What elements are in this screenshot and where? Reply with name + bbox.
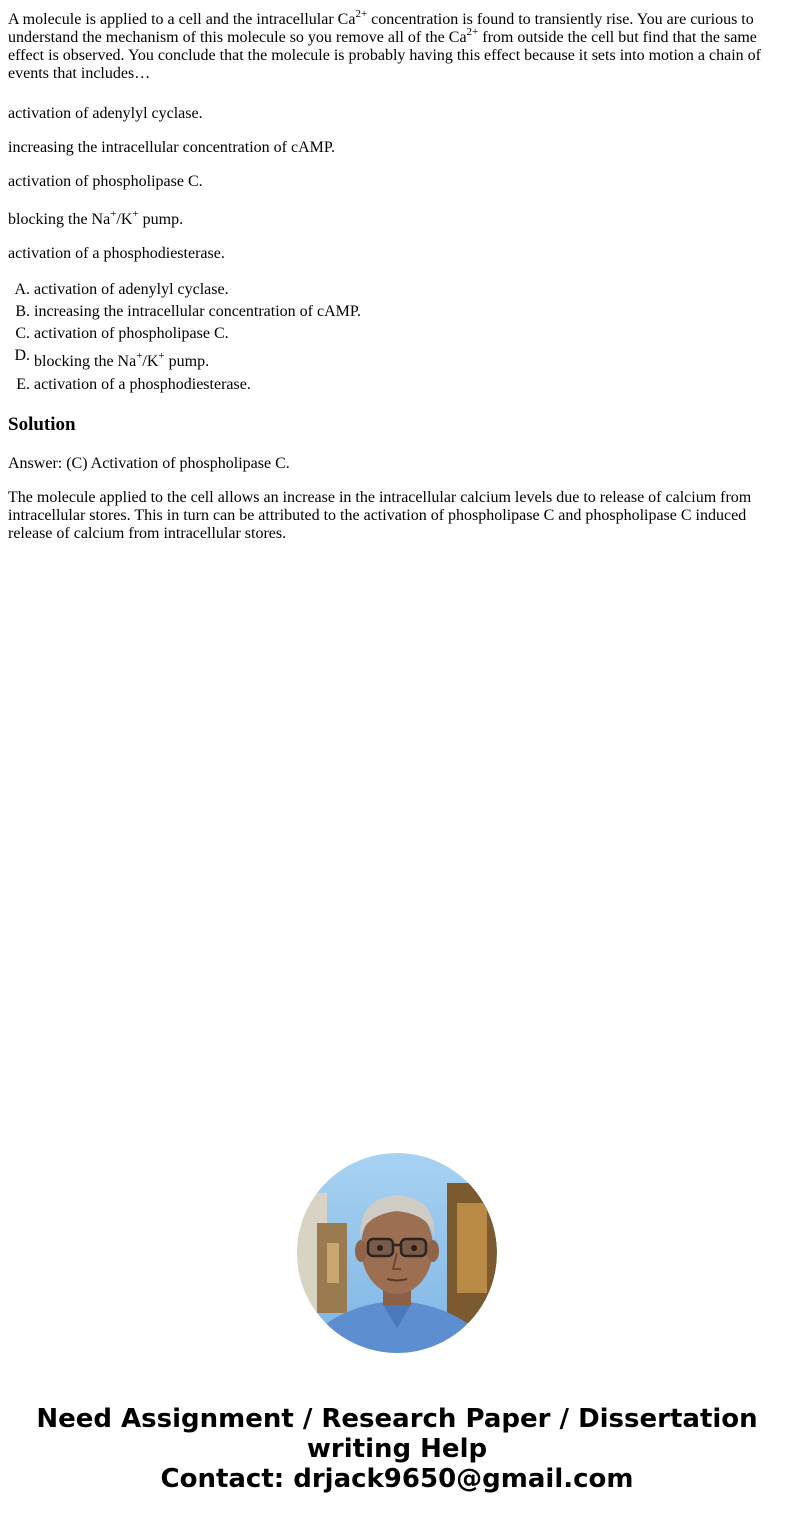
choice-letter: C. bbox=[15, 325, 30, 342]
promo-line-1: Need Assignment / Research Paper / Dissertation bbox=[36, 1404, 758, 1434]
potassium-charge-superscript: + bbox=[132, 207, 139, 220]
person-photo-avatar-icon bbox=[297, 1153, 497, 1353]
sodium-charge-superscript: + bbox=[110, 207, 117, 220]
option-paragraph-d: blocking the Na+/K+ pump. bbox=[8, 207, 184, 228]
solution-explanation: The molecule applied to the cell allows an increase in the intracellular calcium levels due to release of calcium from intracellular stores. This in turn can be attributed to the activation of phospholipase C and phospholipase C induced release of calcium from intracellular stores. bbox=[8, 489, 752, 542]
choice-text: activation of adenylyl cyclase. bbox=[34, 281, 229, 298]
choice-letter: E. bbox=[16, 376, 30, 393]
question-part-1: A molecule is applied to a cell and the intracellular Ca bbox=[8, 11, 356, 28]
avatar bbox=[297, 1153, 497, 1353]
calcium-charge-superscript-2: 2+ bbox=[466, 25, 479, 38]
choice-letter: B. bbox=[15, 303, 30, 320]
option-paragraph-b: increasing the intracellular concentration of cAMP. bbox=[8, 139, 335, 156]
promo-line-2: writing Help bbox=[306, 1434, 488, 1464]
choice-text: activation of phospholipase C. bbox=[34, 325, 229, 342]
promo-banner bbox=[0, 1404, 794, 1494]
option-paragraph-a: activation of adenylyl cyclase. bbox=[8, 105, 203, 122]
choice-a[interactable] bbox=[8, 281, 361, 303]
choice-text: activation of a phosphodiesterase. bbox=[34, 376, 251, 393]
choice-e[interactable] bbox=[8, 376, 361, 398]
choice-c[interactable] bbox=[8, 325, 361, 347]
question-part-3: from outside the cell but find that the same effect is observed. You conclude that the molecule is probably having this effect because it sets into motion a chain of events that includes… bbox=[8, 29, 761, 82]
choice-b[interactable] bbox=[8, 303, 361, 325]
answer-text: Answer: (C) Activation of phospholipase C. bbox=[8, 455, 290, 472]
choice-text: blocking the Na+/K+ pump. bbox=[34, 349, 210, 370]
option-paragraph-c: activation of phospholipase C. bbox=[8, 173, 203, 190]
choice-letter: D. bbox=[14, 347, 30, 364]
choice-text: increasing the intracellular concentration of cAMP. bbox=[34, 303, 361, 320]
question-part-2: concentration is found to transiently rise. You are curious to understand the mechanism of this molecule so you remove all of the Ca bbox=[8, 11, 754, 46]
calcium-charge-superscript: 2+ bbox=[355, 7, 368, 20]
solution-heading: Solution bbox=[8, 414, 76, 435]
choice-d[interactable] bbox=[8, 347, 361, 376]
question-text bbox=[8, 7, 778, 83]
answer-choices-list bbox=[8, 281, 361, 398]
option-paragraph-e: activation of a phosphodiesterase. bbox=[8, 245, 225, 262]
promo-contact[interactable]: Contact: drjack9650@gmail.com bbox=[160, 1464, 634, 1494]
choice-letter: A. bbox=[14, 281, 30, 298]
